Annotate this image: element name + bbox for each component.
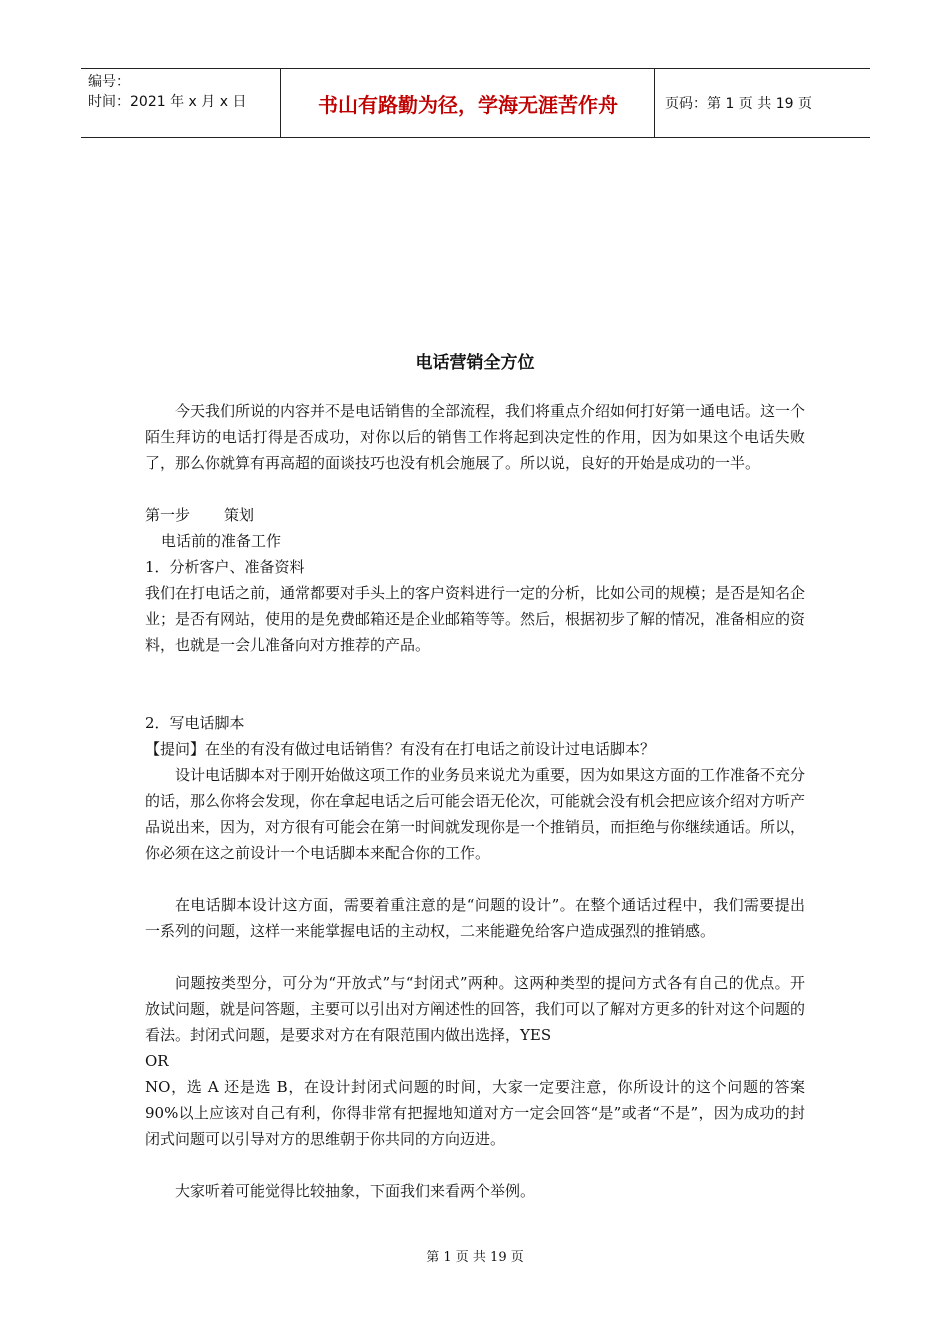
item1-title: 1．分析客户、准备资料 (145, 558, 305, 576)
intro-paragraph: 今天我们所说的内容并不是电话销售的全部流程，我们将重点介绍如何打好第一通电话。这一个陌生拜访的电话打得是否成功，对你以后的销售工作将起到决定性的作用，因为如果这个电话失败了，那么你就算有再高超的面谈技巧也没有机会施展了。所以说，良好的开始是成功的一半。 (145, 402, 806, 472)
script-paragraph: 设计电话脚本对于刚开始做这项工作的业务员来说尤为重要，因为如果这方面的工作准备不充分的话，那么你将会发现，你在拿起电话之后可能会语无伦次，可能就会没有机会把应该介绍对方听产品说出来，因为，对方很有可能会在第一时间就发现你是一个推销员，而拒绝与你继续通话。所以，你必须在这之前设计一个电话脚本来配合你的工作。 (145, 766, 806, 862)
number-label: 编号： (88, 74, 130, 90)
header-motto-cell (282, 69, 655, 137)
header-page-info: 页码：第 1 页 共 19 页 (665, 96, 812, 112)
date-label: 时间：2021 年 x 月 x 日 (88, 94, 247, 110)
step-label: 第一步 (145, 506, 191, 524)
example-paragraph: 大家听着可能觉得比较抽象，下面我们来看两个举例。 (175, 1182, 536, 1200)
header-meta (81, 69, 281, 137)
question-paragraph: 【提问】在坐的有没有做过电话销售？有没有在打电话之前设计过电话脚本？ (145, 740, 656, 758)
step-heading (145, 502, 805, 528)
types-paragraph-b: OR (145, 1052, 169, 1070)
page-footer: 第 1 页 共 19 页 (426, 1250, 524, 1265)
subheading: 电话前的准备工作 (161, 532, 282, 550)
types-paragraph-a: 问题按类型分，可分为“开放式”与“封闭式”两种。这两种类型的提问方式各有自己的优点。开放试问题，就是问答题，主要可以引出对方阐述性的回答，我们可以了解对方更多的针对这个问题的看法。封闭式问题，是要求对方在有限范围内做出选择，YES (145, 974, 806, 1044)
step-name: 策划 (224, 506, 255, 524)
design-paragraph: 在电话脚本设计这方面，需要着重注意的是“问题的设计”。在整个通话过程中，我们需要提出一系列的问题，这样一来能掌握电话的主动权，二来能避免给客户造成强烈的推销感。 (145, 896, 805, 940)
page-header (81, 68, 870, 138)
header-motto: 书山有路勤为径，学海无涯苦作舟 (318, 92, 618, 117)
item2-title: 2．写电话脚本 (145, 714, 245, 732)
document-body (145, 398, 805, 1204)
types-paragraph-c: NO，选 A 还是选 B，在设计封闭式问题的时间，大家一定要注意，你所设计的这个问题的答案 90%以上应该对自己有利，你得非常有把握地知道对方一定会回答“是”或者“不是”，因为成功的封闭式问题可以引导对方的思维朝于你共同的方向迈进。 (145, 1078, 805, 1148)
document-title: 电话营销全方位 (415, 353, 535, 373)
item1-text: 我们在打电话之前，通常都要对手头上的客户资料进行一定的分析，比如公司的规模；是否是知名企业；是否有网站，使用的是免费邮箱还是企业邮箱等等。然后，根据初步了解的情况，准备相应的资料，也就是一会儿准备向对方推荐的产品。 (145, 584, 806, 654)
